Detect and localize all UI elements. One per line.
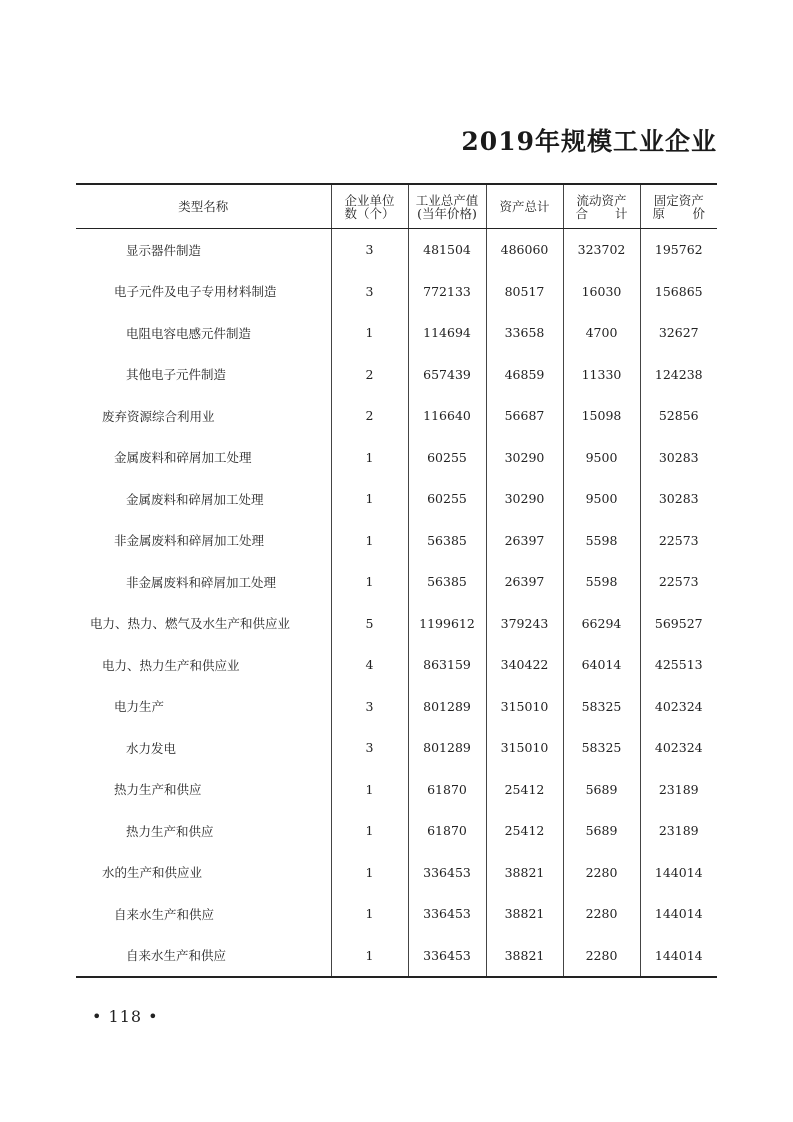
cell-units: 3 [331,686,408,728]
cell-current: 5598 [563,520,640,562]
cell-fixed: 23189 [640,769,717,811]
cell-fixed: 22573 [640,561,717,603]
cell-units: 1 [331,852,408,894]
table-row [76,603,717,645]
cell-current: 58325 [563,686,640,728]
cell-output: 56385 [408,561,486,603]
cell-units: 3 [331,271,408,313]
row-type-name: 非金属废料和碎屑加工处理 [126,574,277,590]
cell-fixed: 144014 [640,893,717,935]
cell-fixed: 569527 [640,603,717,645]
row-type-name: 电力、热力生产和供应业 [102,657,240,673]
cell-assets: 80517 [486,271,563,313]
table-row [76,312,717,354]
cell-units: 1 [331,520,408,562]
cell-units: 2 [331,395,408,437]
cell-units: 1 [331,312,408,354]
cell-units: 1 [331,478,408,520]
cell-current: 16030 [563,271,640,313]
cell-units: 1 [331,935,408,978]
cell-assets: 26397 [486,561,563,603]
row-type-name: 非金属废料和碎屑加工处理 [114,533,265,549]
table-row [76,852,717,894]
cell-units: 3 [331,229,408,271]
table-row [76,437,717,479]
row-type-name: 水的生产和供应业 [102,865,203,881]
cell-output: 56385 [408,520,486,562]
column-header-gross-output: 工业总产值 (当年价格) [408,184,486,229]
cell-current: 4700 [563,312,640,354]
page-title: 2019年规模工业企业 [461,127,717,156]
column-header-unit-count: 企业单位 数（个） [331,184,408,229]
cell-assets: 315010 [486,727,563,769]
cell-output: 657439 [408,354,486,396]
cell-output: 116640 [408,395,486,437]
cell-output: 801289 [408,727,486,769]
cell-assets: 46859 [486,354,563,396]
cell-output: 61870 [408,810,486,852]
cell-output: 60255 [408,437,486,479]
row-type-name: 自来水生产和供应 [114,906,215,922]
cell-output: 114694 [408,312,486,354]
table-body [76,229,717,978]
row-type-name: 电阻电容电感元件制造 [126,325,252,341]
cell-current: 58325 [563,727,640,769]
cell-fixed: 156865 [640,271,717,313]
cell-assets: 38821 [486,893,563,935]
cell-fixed: 30283 [640,478,717,520]
column-header-total-assets: 资产总计 [486,184,563,229]
table-row [76,935,717,978]
row-type-name: 显示器件制造 [126,242,202,258]
cell-fixed: 52856 [640,395,717,437]
cell-fixed: 124238 [640,354,717,396]
column-header-type-name: 类型名称 [76,184,331,229]
cell-assets: 486060 [486,229,563,271]
cell-current: 15098 [563,395,640,437]
row-type-name: 金属废料和碎屑加工处理 [114,450,252,466]
row-type-name: 热力生产和供应 [114,782,202,798]
cell-units: 3 [331,727,408,769]
cell-current: 5689 [563,810,640,852]
table-row [76,395,717,437]
cell-units: 1 [331,893,408,935]
cell-fixed: 402324 [640,686,717,728]
cell-assets: 315010 [486,686,563,728]
cell-fixed: 425513 [640,644,717,686]
row-type-name: 热力生产和供应 [126,823,214,839]
row-type-name: 水力发电 [126,740,177,756]
cell-fixed: 144014 [640,935,717,978]
row-type-name: 自来水生产和供应 [126,948,227,964]
cell-output: 336453 [408,893,486,935]
cell-assets: 38821 [486,935,563,978]
table-row [76,478,717,520]
cell-units: 2 [331,354,408,396]
row-type-name: 其他电子元件制造 [126,367,227,383]
cell-output: 1199612 [408,603,486,645]
table-row [76,810,717,852]
table-row [76,520,717,562]
row-type-name: 金属废料和碎屑加工处理 [126,491,264,507]
cell-fixed: 30283 [640,437,717,479]
row-type-name: 废弃资源综合利用业 [102,408,215,424]
cell-assets: 25412 [486,769,563,811]
cell-current: 2280 [563,935,640,978]
cell-assets: 33658 [486,312,563,354]
cell-fixed: 195762 [640,229,717,271]
cell-units: 1 [331,769,408,811]
table-row [76,686,717,728]
cell-fixed: 402324 [640,727,717,769]
table-header-row [76,184,717,229]
table-row [76,354,717,396]
cell-output: 772133 [408,271,486,313]
cell-output: 801289 [408,686,486,728]
column-header-fixed-assets: 固定资产 原 价 [640,184,717,229]
cell-assets: 340422 [486,644,563,686]
cell-assets: 30290 [486,437,563,479]
cell-units: 1 [331,561,408,603]
cell-output: 60255 [408,478,486,520]
cell-current: 9500 [563,478,640,520]
row-type-name: 电力、热力、燃气及水生产和供应业 [90,616,291,632]
table-row [76,561,717,603]
cell-units: 5 [331,603,408,645]
cell-assets: 26397 [486,520,563,562]
cell-current: 2280 [563,893,640,935]
cell-output: 61870 [408,769,486,811]
cell-output: 336453 [408,852,486,894]
page-number: • 118 • [92,1007,159,1026]
row-type-name: 电子元件及电子专用材料制造 [114,284,277,300]
cell-fixed: 22573 [640,520,717,562]
cell-current: 323702 [563,229,640,271]
cell-units: 1 [331,437,408,479]
cell-output: 336453 [408,935,486,978]
cell-assets: 38821 [486,852,563,894]
cell-current: 5689 [563,769,640,811]
table-row [76,271,717,313]
cell-current: 64014 [563,644,640,686]
table-row [76,229,717,271]
cell-fixed: 144014 [640,852,717,894]
column-header-current-assets: 流动资产 合 计 [563,184,640,229]
cell-assets: 30290 [486,478,563,520]
cell-assets: 379243 [486,603,563,645]
cell-output: 863159 [408,644,486,686]
cell-current: 5598 [563,561,640,603]
row-type-name: 电力生产 [114,699,165,715]
cell-fixed: 32627 [640,312,717,354]
cell-assets: 25412 [486,810,563,852]
table-row [76,644,717,686]
cell-current: 66294 [563,603,640,645]
cell-units: 1 [331,810,408,852]
table-row [76,727,717,769]
cell-fixed: 23189 [640,810,717,852]
cell-current: 11330 [563,354,640,396]
table-row [76,769,717,811]
cell-output: 481504 [408,229,486,271]
cell-current: 9500 [563,437,640,479]
cell-units: 4 [331,644,408,686]
cell-assets: 56687 [486,395,563,437]
table-row [76,893,717,935]
industry-statistics-table [76,183,717,978]
cell-current: 2280 [563,852,640,894]
